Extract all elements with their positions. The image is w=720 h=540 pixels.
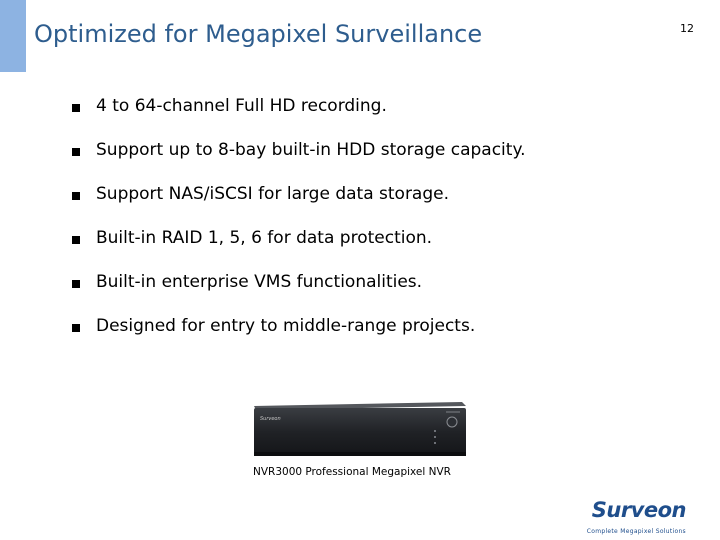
bullet-text: Built-in RAID 1, 5, 6 for data protection.	[96, 228, 433, 248]
logo-wordmark: Surveon	[591, 498, 686, 522]
bullet-list	[72, 96, 525, 360]
bullet-text: Support up to 8-bay built-in HDD storage capacity.	[96, 140, 526, 160]
list-item	[72, 96, 525, 140]
product-caption: NVR3000 Professional Megapixel NVR	[253, 466, 451, 478]
list-item	[72, 228, 525, 272]
title-accent-bar	[0, 0, 26, 72]
square-bullet-icon	[72, 324, 80, 332]
surveon-logo	[580, 498, 690, 538]
square-bullet-icon	[72, 280, 80, 288]
square-bullet-icon	[72, 148, 80, 156]
list-item	[72, 140, 525, 184]
list-item	[72, 316, 525, 360]
bullet-text: Built-in enterprise VMS functionalities.	[96, 272, 423, 292]
square-bullet-icon	[72, 104, 80, 112]
list-item	[72, 184, 525, 228]
square-bullet-icon	[72, 192, 80, 200]
bullet-text: 4 to 64-channel Full HD recording.	[96, 96, 387, 116]
bullet-text: Support NAS/iSCSI for large data storage.	[96, 184, 450, 204]
slide-title: Optimized for Megapixel Surveillance	[34, 20, 483, 48]
nvr-device-image	[250, 400, 468, 458]
svg-text:Surveon: Surveon	[260, 416, 281, 422]
list-item	[72, 272, 525, 316]
page-number: 12	[680, 22, 694, 35]
square-bullet-icon	[72, 236, 80, 244]
bullet-text: Designed for entry to middle-range projects.	[96, 316, 476, 336]
logo-tagline: Complete Megapixel Solutions	[586, 528, 686, 535]
